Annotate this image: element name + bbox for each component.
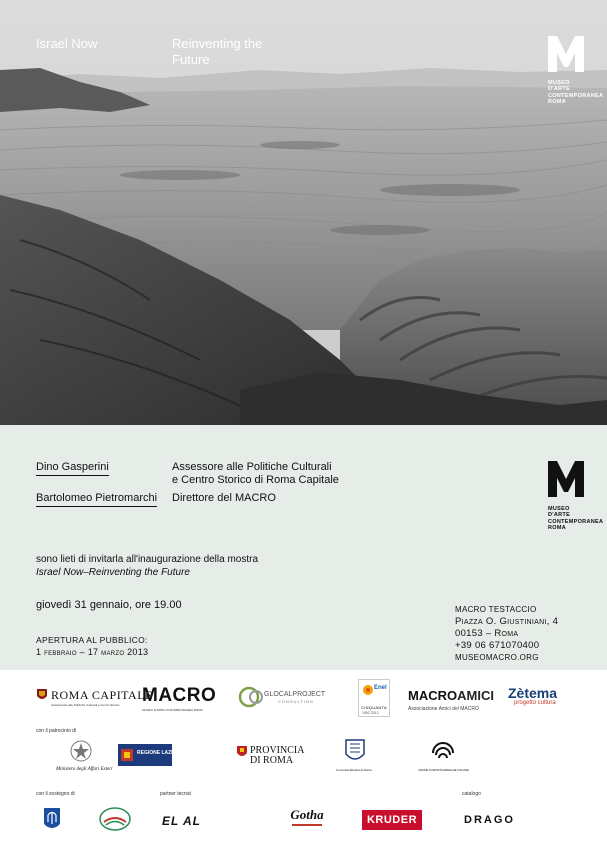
gotha-logo — [287, 807, 327, 835]
zetema-sub: progetto cultura — [514, 700, 556, 706]
partner-label: partner tecnici — [160, 791, 192, 797]
ministero-text: Ministero degli Affari Esteri — [56, 767, 113, 772]
comunita-crest-icon — [344, 738, 366, 764]
zetema-text: Zètema — [508, 685, 558, 701]
enel-flower-icon — [361, 684, 375, 696]
regione-lazio-text: REGIONE LAZIO — [137, 750, 177, 756]
opening-label: APERTURA AL PUBBLICO: — [36, 635, 148, 645]
sostegno-label: con il sostegno di — [36, 791, 75, 797]
catalogo-label: catalogo — [462, 791, 481, 797]
venue-website[interactable]: MUSEOMACRO.ORG — [455, 653, 539, 662]
venue-name: MACRO TESTACCIO — [455, 605, 537, 614]
invite-exhibition-title: Israel Now–Reinventing the Future — [36, 567, 190, 578]
exhibition-title-left: Israel Now — [36, 36, 98, 51]
glocal-swirl-icon — [238, 686, 266, 708]
host-name-1: Dino Gasperini — [36, 461, 109, 476]
comunita-text: Comunità Ebraica di Roma — [336, 768, 372, 772]
invitation-panel — [0, 425, 607, 670]
macro-logo-panel — [548, 461, 603, 532]
provincia-shield-icon — [236, 745, 248, 759]
macroamici-text: MACRO — [408, 688, 458, 703]
inauguration-date: giovedì 31 gennaio, ore 19.00 — [36, 599, 182, 611]
kruder-logo: KRUDER — [362, 810, 422, 830]
lazio-crest-icon — [120, 748, 134, 762]
opening-dates: 1 febbraio – 17 marzo 2013 — [36, 647, 149, 657]
glocal-text: GLOCALPROJECT — [264, 691, 326, 698]
enel-sub: CINQUANTA — [361, 705, 387, 710]
ucei-swirl-icon — [428, 740, 458, 766]
macro-sub: MUSEO D'ARTE CONTEMPORANEA ROMA — [142, 708, 203, 712]
venue-address: Piazza O. Giustiniani, 4 — [455, 616, 559, 627]
macroamici-sub: Associazione Amici del MACRO — [408, 706, 479, 712]
macro-m-icon — [548, 461, 584, 497]
macro-logo-label: MUSEO D'ARTE CONTEMPORANEA ROMA — [548, 506, 604, 532]
israel-emblem-icon — [42, 806, 62, 832]
macro-logo-label: MUSEO D'ARTE CONTEMPORANEA ROMA — [548, 80, 604, 106]
camera-commercio-icon — [98, 806, 132, 832]
macro-m-icon — [548, 36, 584, 72]
gotha-text: Gotha — [290, 807, 324, 822]
enel-cinquanta-logo — [358, 679, 390, 717]
host-role-1: Assessore alle Politiche Culturali e Centro Storico di Roma Capitale — [172, 461, 339, 486]
host-role-2: Direttore del MACRO — [172, 492, 276, 504]
macro-logo — [548, 36, 603, 106]
roma-shield-icon — [36, 688, 48, 702]
enel-text: Enel — [374, 685, 387, 691]
sponsors-area — [0, 670, 607, 850]
venue-city: 00153 – Roma — [455, 628, 519, 639]
macro-sponsor-logo — [142, 685, 216, 712]
patrocinio-label: con il patrocinio di — [36, 728, 77, 734]
elal-logo: EL AL — [162, 814, 202, 828]
host-name-2: Bartolomeo Pietromarchi — [36, 492, 157, 507]
invite-text: sono lieti di invitarla all'inaugurazione della mostra — [36, 554, 259, 565]
macroamici-bold: AMICI — [457, 688, 494, 703]
provincia-text-2: DI ROMA — [250, 755, 294, 766]
macro-text: MACRO — [142, 685, 217, 706]
gotha-underline — [292, 824, 322, 826]
enel-years: 1962 2012 — [362, 711, 379, 715]
regione-lazio-logo — [118, 744, 177, 766]
exhibition-title-right: Reinventing the Future — [172, 36, 263, 67]
venue-phone: +39 06 671070400 — [455, 640, 540, 651]
ucei-text: UNIONE COMUNITÀ EBRAICHE ITALIANE — [418, 769, 469, 772]
italian-emblem-icon — [70, 740, 92, 762]
drago-logo: DRAGO — [464, 814, 515, 826]
glocal-sub: CONSULTING — [278, 699, 314, 704]
macroamici-logo — [408, 687, 494, 712]
roma-capitale-text: ROMA CAPITALE — [51, 688, 153, 702]
provincia-text-1: PROVINCIA — [250, 745, 305, 756]
roma-capitale-sub: Assessorato alle Politiche Culturali e Centro Storico — [51, 703, 120, 707]
zetema-logo — [508, 685, 557, 706]
